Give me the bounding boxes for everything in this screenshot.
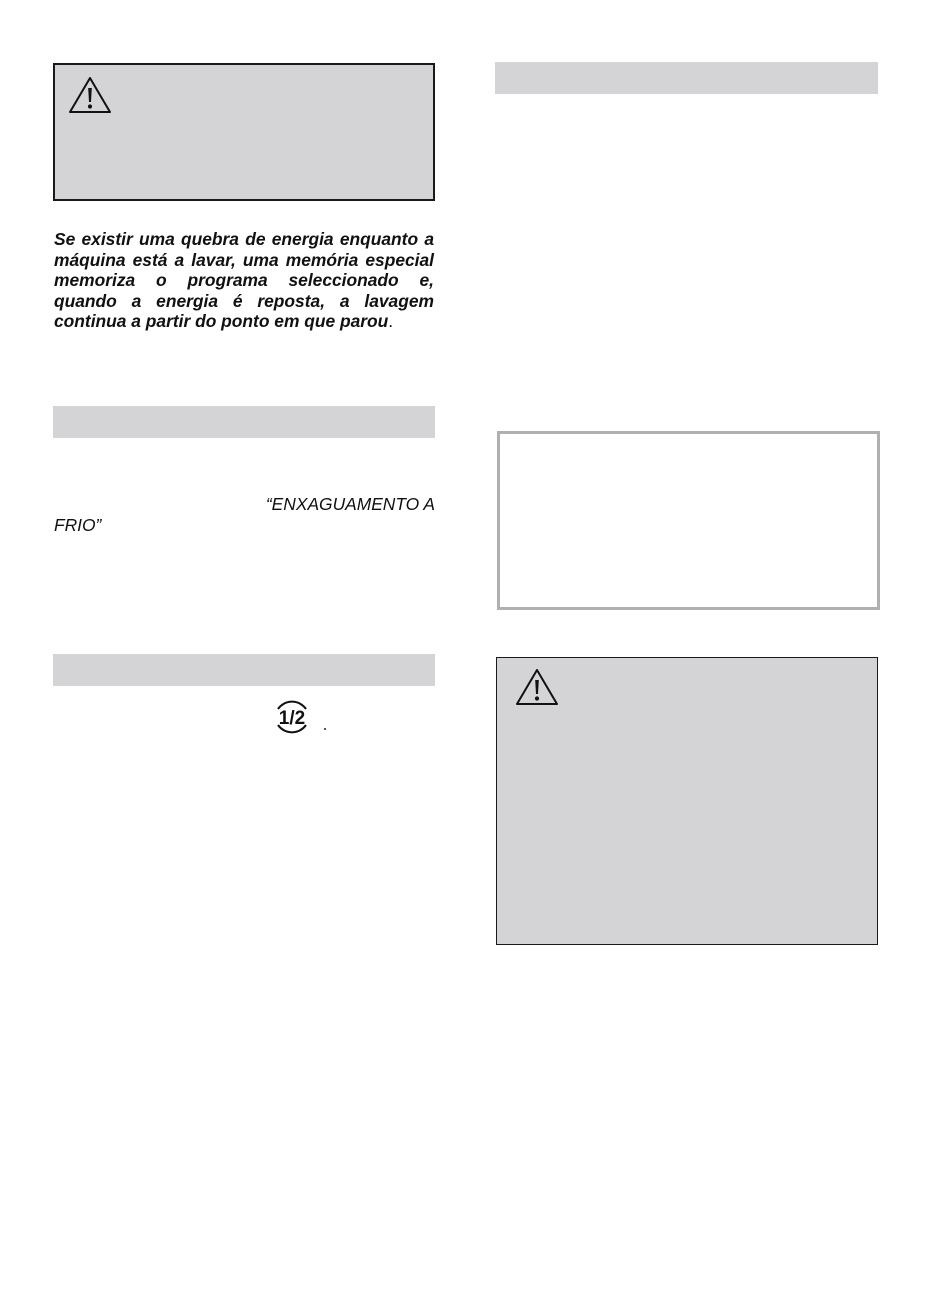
section-header-bar-top-right (495, 62, 878, 94)
small-mark (324, 728, 326, 730)
cold-rinse-quote-line1: “ENXAGUAMENTO A (265, 494, 435, 514)
half-load-glyph: 1/2 (278, 708, 306, 729)
warning-triangle-icon (514, 667, 560, 707)
half-load-icon (272, 697, 312, 737)
power-failure-text: Se existir uma quebra de energia enquanto a máquina está a lavar, uma memória especial memoriza o programa seleccionado e, quando a energia é reposta, a lavagem continua a partir do ponto em que parou (54, 229, 434, 331)
power-failure-paragraph (54, 229, 434, 332)
warning-box-bottom-right (496, 657, 878, 945)
warning-triangle-icon (67, 75, 113, 115)
section-header-bar-half-load (53, 654, 435, 686)
cold-rinse-quote-line2: FRIO” (54, 515, 102, 535)
power-failure-period: . (388, 311, 394, 331)
section-header-bar-cold-rinse (53, 406, 435, 438)
warning-box-top-left (53, 63, 435, 201)
note-frame-box (497, 431, 880, 610)
